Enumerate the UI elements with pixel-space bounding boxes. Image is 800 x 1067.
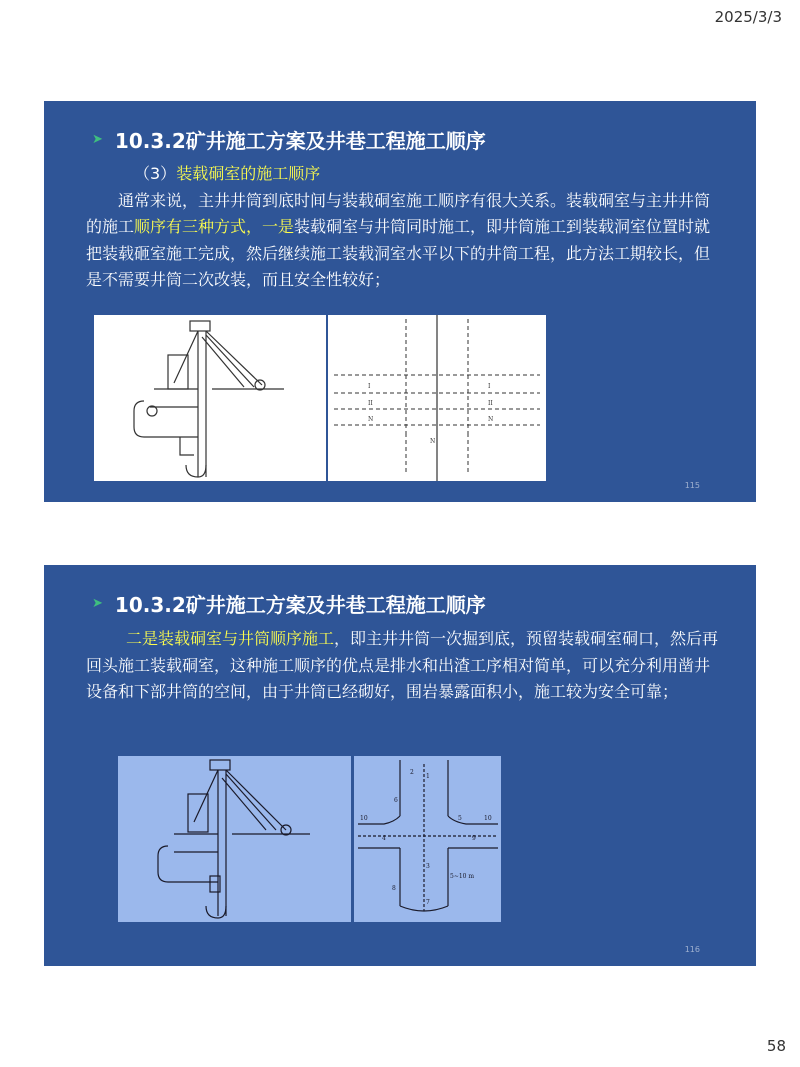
figure-label: 10 (360, 815, 368, 822)
subheading-highlight: 装载硐室的施工顺序 (176, 164, 321, 183)
chamber-label: I (368, 383, 371, 390)
figure-label: 3 (426, 863, 430, 870)
shaft-equipment-figure (94, 315, 326, 481)
chamber-layout-figure (328, 315, 546, 481)
figure-label: 8 (392, 885, 396, 892)
figure-label: 4 (382, 835, 386, 842)
figure-label: 1 (426, 773, 430, 780)
slide-number: 116 (684, 945, 700, 954)
slide-title (92, 589, 486, 618)
figure-label: 9 (472, 835, 476, 842)
figure-label: 5 (458, 815, 462, 822)
slide-title (92, 125, 486, 154)
subheading-prefix: （3） (134, 164, 177, 183)
arrow-bullet-icon: ➤ (92, 132, 103, 147)
figure-label: 2 (410, 769, 414, 776)
slide-title-text: 10.3.2矿井施工方案及井巷工程施工顺序 (114, 129, 486, 153)
paragraph-text: ，即主井井筒一次掘到底，预留装载硐室硐口，然后再回头施工装载硐室，这种施工顺序的优点是排水和出渣工序相对简单，可以充分利用凿井设备和下部井筒的空间，由于井筒已经砌好，围岩暴露面积小，施工较为安全可靠； (86, 629, 719, 701)
slide-number: 115 (684, 481, 700, 490)
slide-115 (44, 101, 756, 502)
page-number: 58 (766, 1037, 786, 1055)
paragraph-highlight: 顺序有三种方式，一是 (134, 217, 295, 236)
figure-label: 7 (426, 899, 430, 906)
paragraph-part-2: 装载硐室与井筒同时施工，即井筒施工到装载洞室位置时就把装载砸室施工完成，然后继续施工装载洞室水平以下的井筒工程，此方法工期较长，但是不需要井筒二次改装，而且安全性较好； (86, 217, 711, 289)
slide-body (86, 626, 720, 706)
paragraph-part-1: 通常来说，主井井筒到底时间与装载硐室施工顺序有很大关系。装载硐室与主井井筒的施工 (86, 190, 711, 236)
chamber-label: N (488, 416, 494, 423)
slide-title-text: 10.3.2矿井施工方案及井巷工程施工顺序 (114, 593, 486, 617)
chamber-label: II (488, 400, 493, 407)
subheading (86, 161, 720, 188)
figure-label: 10 (484, 815, 492, 822)
header-date: 2025/3/3 (714, 8, 782, 26)
chamber-label: II (368, 400, 373, 407)
chamber-label: N (430, 438, 436, 445)
paragraph-highlight: 二是装载硐室与井筒顺序施工 (126, 629, 335, 648)
figure-label: 6 (394, 797, 398, 804)
arrow-bullet-icon: ➤ (92, 596, 103, 611)
shaft-chamber-section-figure (354, 756, 501, 922)
slide-116 (44, 565, 756, 966)
figure-label: 5~10 m (450, 873, 475, 880)
paragraph (86, 188, 720, 294)
slide-body (86, 161, 720, 294)
paragraph (86, 626, 720, 706)
chamber-label: N (368, 416, 374, 423)
chamber-label: I (488, 383, 491, 390)
shaft-equipment-figure (118, 756, 351, 922)
